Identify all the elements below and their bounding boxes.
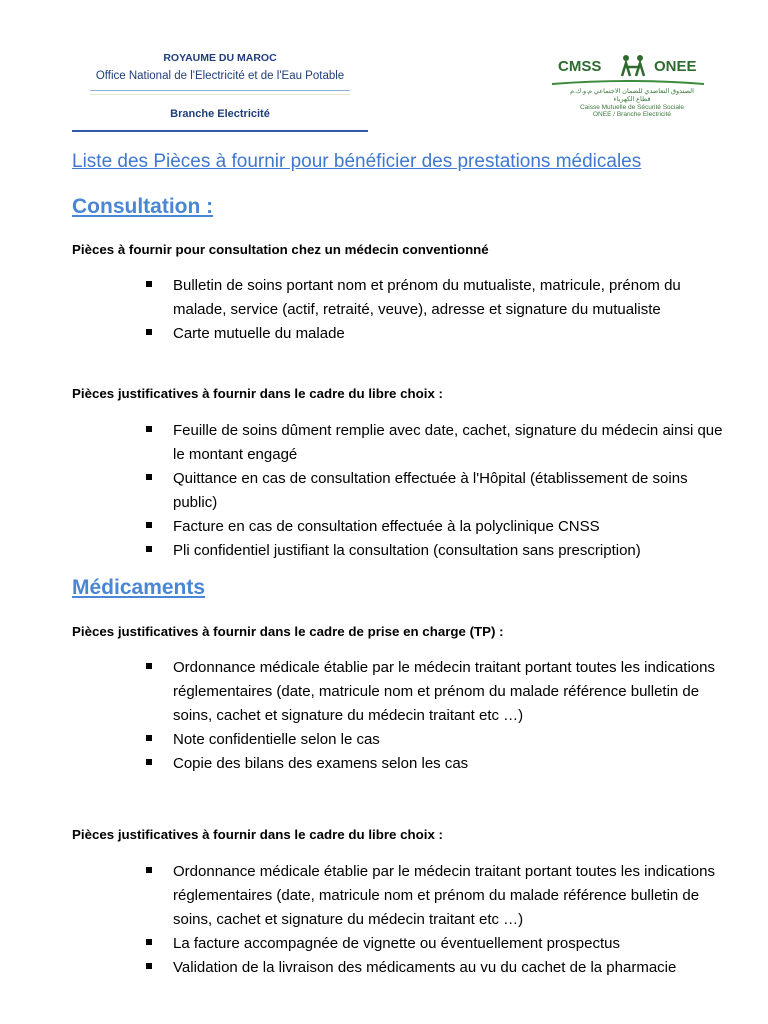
bullet-icon [146, 329, 152, 335]
bullet-icon [146, 426, 152, 432]
list-item: Facture en cas de consultation effectuée à la polyclinique CNSS [0, 515, 768, 539]
list-item: Quittance en cas de consultation effectuée à l'Hôpital (établissement de soins public) [0, 467, 768, 515]
header-divider [90, 90, 350, 91]
logo-text-cmss: CMSS [558, 58, 602, 75]
bullet-icon [146, 759, 152, 765]
bullet-icon [146, 522, 152, 528]
list-item: Ordonnance médicale établie par le médecin traitant portant toutes les indications réglementaires (date, matricule nom et prénom du malade référence bulletin de soins, cachet et signature du médecin traitant etc …) [0, 656, 768, 728]
logo-arabic-line1: الصندوق التعاضدي للضمان الاجتماعي م.و.ك.م [570, 88, 694, 95]
group-heading: Pièces justificatives à fournir dans le cadre du libre choix : [72, 827, 443, 842]
bullet-icon [146, 963, 152, 969]
section-title-medicaments: Médicaments [72, 576, 206, 599]
bullet-icon [146, 546, 152, 552]
list-item: Note confidentielle selon le cas [0, 728, 768, 752]
bullet-icon [146, 735, 152, 741]
cmss-onee-logo [546, 46, 718, 124]
group-heading: Pièces justificatives à fournir dans le cadre de prise en charge (TP) : [72, 624, 504, 639]
item-list [0, 419, 768, 563]
logo-text-onee: ONEE [654, 58, 697, 75]
list-item: Bulletin de soins portant nom et prénom du mutualiste, matricule, prénom du malade, service (actif, retraité, veuve), adresse et signature du mutualiste [0, 274, 768, 322]
logo-subtitle-1: Caisse Mutuelle de Sécurité Sociale [579, 104, 685, 111]
list-item: La facture accompagnée de vignette ou éventuellement prospectus [0, 932, 768, 956]
bullet-icon [146, 867, 152, 873]
bullet-icon [146, 939, 152, 945]
bullet-icon [146, 281, 152, 287]
section-title-consultation: Consultation : [72, 195, 214, 218]
item-list [0, 274, 768, 346]
item-list [0, 860, 768, 980]
list-item: Carte mutuelle du malade [0, 322, 768, 346]
item-list [0, 656, 768, 776]
group-heading: Pièces justificatives à fournir dans le cadre du libre choix : [72, 386, 443, 401]
list-item: Copie des bilans des examens selon les cas [0, 752, 768, 776]
branch-name: Branche Electricité [170, 108, 270, 120]
logo-arabic-line2: قطاع الكهرباء [613, 96, 651, 103]
group-heading: Pièces à fournir pour consultation chez un médecin conventionné [72, 242, 489, 257]
list-item: Ordonnance médicale établie par le médecin traitant portant toutes les indications réglementaires (date, matricule nom et prénom du malade référence bulletin de soins, cachet et signature du médecin traitant etc …) [0, 860, 768, 932]
onee-header [72, 46, 368, 132]
list-item: Validation de la livraison des médicaments au vu du cachet de la pharmacie [0, 956, 768, 980]
country-name: ROYAUME DU MAROC [163, 52, 277, 64]
organization-name: Office National de l'Electricité et de l'Eau Potable [95, 70, 345, 82]
list-item: Feuille de soins dûment remplie avec date, cachet, signature du médecin ainsi que le montant engagé [0, 419, 768, 467]
logo-subtitle-2: ONEE / Branche Electricité [592, 111, 672, 118]
document-title: Liste des Pièces à fournir pour bénéficier des prestations médicales [72, 151, 642, 172]
list-item: Pli confidentiel justifiant la consultation (consultation sans prescription) [0, 539, 768, 563]
bullet-icon [146, 663, 152, 669]
header-underline [72, 130, 368, 132]
logo-wordmark [558, 54, 708, 78]
bullet-icon [146, 474, 152, 480]
header-divider-secondary [90, 94, 350, 95]
people-icon [614, 54, 654, 78]
logo-swoosh [550, 80, 706, 86]
